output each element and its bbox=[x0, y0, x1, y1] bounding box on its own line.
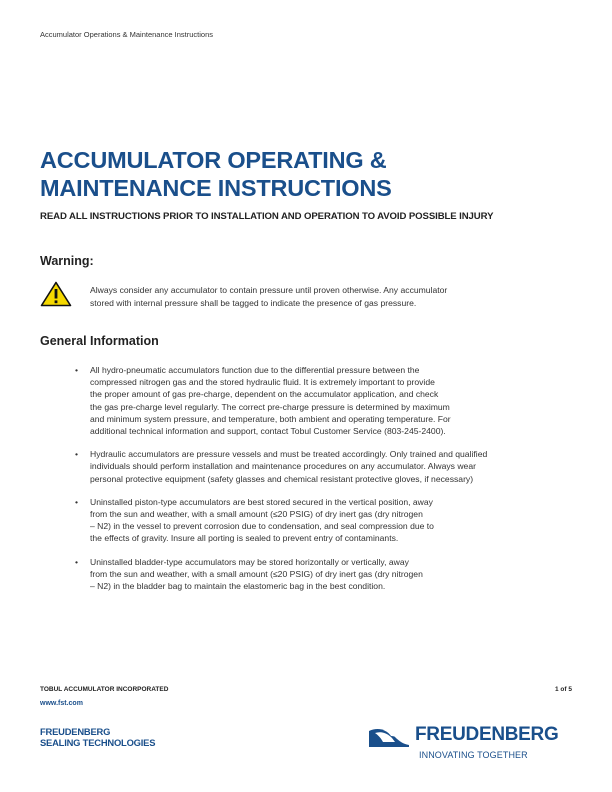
general-information-list bbox=[75, 364, 575, 603]
list-item-line: personal protective equipment (safety glasses and chemical resistant protective gloves, if necessary) bbox=[90, 473, 474, 484]
list-item-line: and minimum system pressure, and temperature, both ambient and operating temperature. For bbox=[90, 413, 451, 424]
page-title-line-2: MAINTENANCE INSTRUCTIONS bbox=[40, 175, 392, 201]
fst-logo-line-2: SEALING TECHNOLOGIES bbox=[40, 736, 156, 748]
list-item bbox=[75, 448, 575, 485]
page-title bbox=[40, 146, 580, 202]
fst-logo bbox=[40, 727, 155, 748]
list-item-line: – N2) in the vessel to prevent corrosion due to condensation, and seal compression due to bbox=[90, 521, 434, 532]
list-item-line: Uninstalled piston-type accumulators are best stored secured in the vertical position, away bbox=[90, 496, 433, 507]
list-item-line: individuals should perform installation and maintenance procedures on any accumulator. Always wear bbox=[90, 461, 476, 472]
freudenberg-brand-name: FREUDENBERG bbox=[415, 724, 559, 745]
bullet-icon: • bbox=[75, 449, 79, 460]
list-item-line: the proper amount of gas pre-charge, dependent on the accumulator application, and check bbox=[90, 389, 439, 400]
list-item bbox=[75, 496, 575, 545]
bullet-icon: • bbox=[75, 365, 79, 375]
list-item-line: from the sun and weather, with a small amount (≤20 PSIG) of dry inert gas (dry nitrogen bbox=[90, 568, 423, 579]
warning-triangle-icon bbox=[40, 281, 72, 307]
general-information-heading: General Information bbox=[40, 334, 159, 348]
list-item bbox=[75, 556, 575, 593]
running-header: Accumulator Operations & Maintenance Instructions bbox=[40, 30, 214, 39]
warning-heading: Warning: bbox=[40, 254, 94, 268]
list-item bbox=[75, 364, 575, 437]
warning-text bbox=[90, 284, 550, 310]
list-item-line: the gas pre-charge level regularly. The correct pre-charge pressure is determined by maximum bbox=[90, 401, 450, 412]
list-item-line: – N2) in the bladder bag to maintain the elastomeric bag in the best condition. bbox=[90, 581, 386, 592]
list-item-line: Hydraulic accumulators are pressure vessels and must be treated accordingly. Only trained and qualified bbox=[90, 449, 488, 460]
footer-company: TOBUL ACCUMULATOR INCORPORATED bbox=[40, 686, 169, 693]
list-item-line: Uninstalled bladder-type accumulators may be stored horizontally or vertically, away bbox=[90, 556, 409, 567]
list-item-line: from the sun and weather, with a small amount (≤20 PSIG) of dry inert gas (dry nitrogen bbox=[90, 509, 423, 520]
fst-logo-line-1: FREUDENBERG bbox=[40, 726, 111, 737]
freudenberg-logo-mark-icon bbox=[369, 727, 409, 747]
page-subtitle: READ ALL INSTRUCTIONS PRIOR TO INSTALLATION AND OPERATION TO AVOID POSSIBLE INJURY bbox=[40, 211, 494, 222]
page-number: 1 of 5 bbox=[555, 686, 572, 693]
list-item-line: compressed nitrogen gas and the stored hydraulic fluid. It is extremely important to provide bbox=[90, 377, 435, 388]
bullet-icon: • bbox=[75, 496, 79, 507]
list-item-line: All hydro-pneumatic accumulators function due to the differential pressure between the bbox=[90, 365, 420, 375]
list-item-line: the effects of gravity. Insure all porting is sealed to prevent entry of contaminants. bbox=[90, 533, 399, 544]
footer-website-link[interactable]: www.fst.com bbox=[40, 700, 83, 707]
warning-text-line-2: stored with internal pressure shall be tagged to indicate the presence of gas pressure. bbox=[90, 298, 417, 308]
freudenberg-tagline: INNOVATING TOGETHER bbox=[419, 750, 528, 760]
page-title-line-1: ACCUMULATOR OPERATING & bbox=[40, 147, 387, 173]
list-item-line: additional technical information and support, contact Tobul Customer Service (803-245-2400). bbox=[90, 426, 446, 437]
warning-text-line-1: Always consider any accumulator to contain pressure until proven otherwise. Any accumulator bbox=[90, 285, 448, 295]
bullet-icon: • bbox=[75, 556, 79, 567]
